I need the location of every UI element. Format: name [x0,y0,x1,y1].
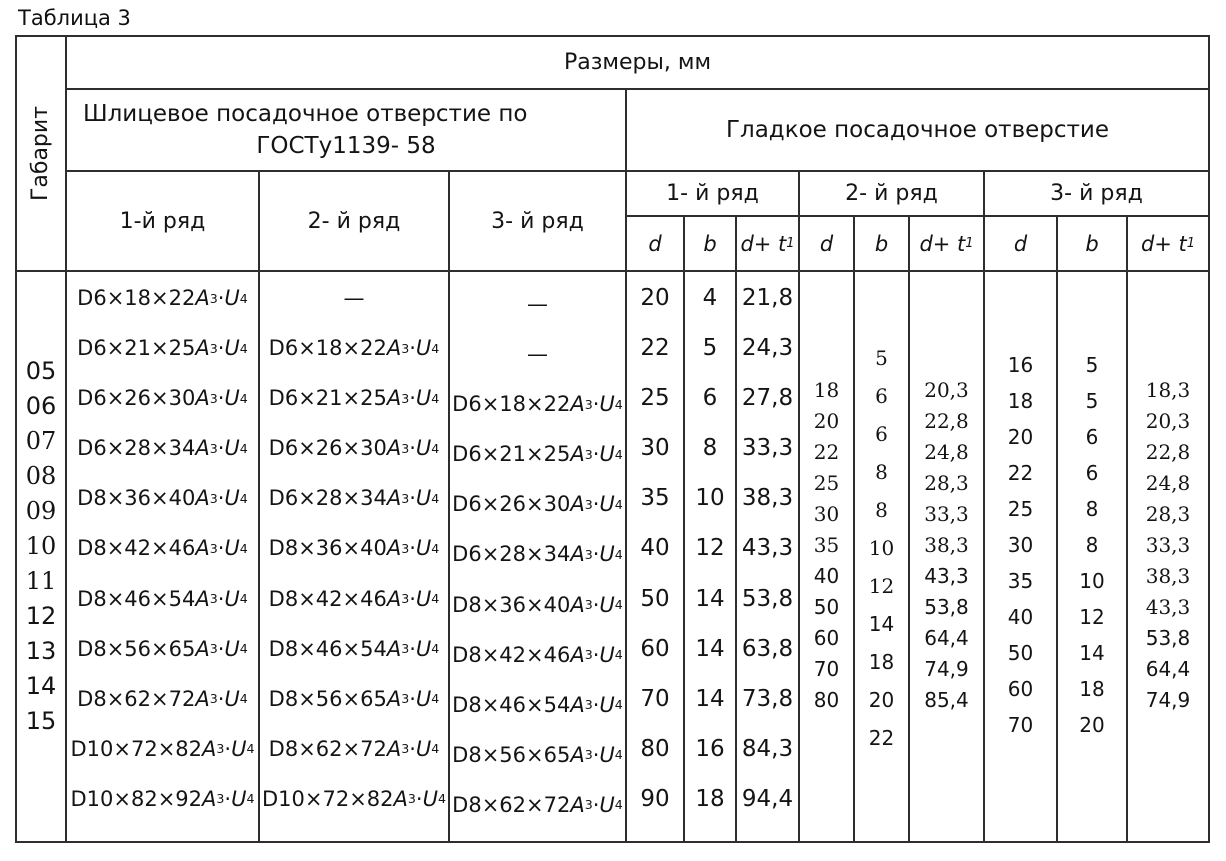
dt1-value: 94,4 [741,785,794,812]
dt1-value: 38,3 [741,485,794,512]
dt1-value: 21,8 [741,285,794,311]
d-value: 18 [1007,389,1034,413]
spline-header-line1: Шлицевое посадочное отверстие по [83,101,528,127]
dt1-value: 33,3 [741,435,794,462]
d-value: 35 [640,485,670,512]
d-value: 60 [813,626,840,650]
b-value: 8 [1085,497,1099,521]
gabarit-values [17,272,67,841]
spline-designation: D8×46×54 A 3 · U 4 [452,692,623,717]
dt1-value: 38,3 [1145,564,1191,588]
b-value: 12 [868,574,895,598]
spline-designation: D6×21×25 A 3 · U 4 [268,386,440,411]
g1-col-b-header: b [685,217,737,272]
spline-designation: D8×62×72 A 3 · U 4 [452,792,623,817]
smooth-group1-header: 1- й ряд [627,172,800,217]
dt1-value: 53,8 [924,595,969,619]
g3-col-d-header: d [985,217,1058,272]
spline-designation: D10×72×82 A 3 · U 4 [262,786,446,811]
spline-designation: D8×56×65 A 3 · U 4 [268,686,440,711]
b-value: 8 [702,435,718,462]
spline-designation: D6×28×34 A 3 · U 4 [268,486,440,511]
gabarit-value: 15 [25,707,57,735]
b-value: 14 [695,635,725,662]
spline-designation: D8×62×72 A 3 · U 4 [268,736,440,761]
dt1-value: 43,3 [1145,595,1191,619]
spline-designation: D8×42×46 A 3 · U 4 [452,642,623,667]
spline-designation: D8×36×40 A 3 · U 4 [77,486,248,511]
d-value: 50 [640,585,670,612]
smooth-g3-b-values [1058,272,1128,841]
b-value: 16 [695,735,725,762]
b-value: 12 [695,535,725,562]
spline-designation: D6×18×22 A 3 · U 4 [268,336,440,361]
dt1-value: 27,8 [741,385,794,412]
smooth-g2-d-values [800,272,855,841]
b-value: 14 [1079,641,1105,665]
d-value: 60 [640,635,670,662]
dt1-value: 28,3 [924,471,969,495]
g2-col-b-header: b [855,217,910,272]
spline-designation: D6×21×25 A 3 · U 4 [452,442,623,467]
d-value: 35 [813,533,840,557]
g1-col-d-header: d [627,217,685,272]
smooth-g2-dt-values [910,272,985,841]
b-value: 6 [875,384,888,408]
spline-designation: D6×26×30 A 3 · U 4 [268,436,440,461]
dt1-value: 33,3 [1145,533,1191,557]
d-value: 70 [813,657,840,681]
g1-col-dt1-header: d+ t 1 [737,217,800,272]
b-value: 5 [875,346,888,370]
smooth-group2-header: 2- й ряд [800,172,985,217]
spline-designation: D8×46×54 A 3 · U 4 [77,586,248,611]
d-value: 22 [640,335,670,362]
d-value: 25 [640,385,670,412]
b-value: 18 [868,650,895,674]
spline-header-line2: ГОСТу1139- 58 [256,133,436,159]
b-value: 14 [695,585,725,612]
smooth-g1-d-values [627,272,685,841]
dt1-value: 64,4 [924,626,969,650]
d-value: 80 [640,735,670,762]
b-value: 10 [868,536,895,560]
d-value: 30 [1007,533,1034,557]
gabarit-value: 08 [25,462,57,490]
gabarit-value: 11 [25,567,57,595]
dt1-value: 20,3 [924,378,969,402]
b-value: 20 [1079,713,1105,737]
dt1-value: 24,8 [1145,471,1191,495]
dt1-value: 22,8 [1145,440,1191,464]
d-value: 70 [1007,713,1034,737]
spline-designation: D10×72×82 A 3 · U 4 [70,736,255,761]
d-value: 30 [640,435,670,462]
smooth-g2-b-values [855,272,910,841]
d-value: 50 [813,595,840,619]
d-value: 18 [813,378,840,402]
smooth-g1-dt-values [737,272,800,841]
spline-designation: D8×56×65 A 3 · U 4 [77,636,248,661]
b-value: 20 [868,688,895,712]
b-value: 4 [702,285,718,311]
d-value: 30 [813,502,840,526]
b-value: 8 [875,460,888,484]
b-value: 8 [875,498,888,522]
gabarit-value: 12 [25,602,57,630]
gabarit-value: 10 [25,532,57,560]
smooth-g3-d-values [985,272,1058,841]
dt1-value: 24,3 [741,335,794,362]
gabarit-value: 06 [25,392,57,420]
b-value: 6 [875,422,888,446]
b-value: 6 [1085,461,1099,485]
gabarit-value: 07 [25,427,57,455]
dt1-value: 22,8 [924,409,969,433]
dimensions-table [15,35,1210,843]
table-caption: Таблица 3 [18,6,131,30]
gabarit-value: 05 [25,357,57,385]
d-value: 50 [1007,641,1034,665]
b-value: 10 [1079,569,1105,593]
spline-col1-values [67,272,260,841]
b-value: 6 [702,385,718,412]
g2-col-dt1-header: d+ t 1 [910,217,985,272]
dt1-value: 84,3 [741,735,794,762]
d-value: 20 [640,285,670,311]
smooth-g1-b-values [685,272,737,841]
dt1-value: 73,8 [741,685,794,712]
spline-designation: — [343,286,365,310]
smooth-g3-dt-values [1128,272,1208,841]
dt1-value: 53,8 [1145,626,1191,650]
spline-col1-header: 1-й ряд [67,172,260,272]
b-value: 6 [1085,425,1099,449]
smooth-group3-header: 3- й ряд [985,172,1208,217]
dt1-value: 43,3 [924,564,969,588]
spline-designation: D6×21×25 A 3 · U 4 [77,336,248,361]
gabarit-value: 14 [25,672,57,700]
gabarit-header-cell [17,37,67,272]
b-value: 8 [1085,533,1099,557]
spline-col2-values [260,272,450,841]
spline-designation: D8×42×46 A 3 · U 4 [268,586,440,611]
d-value: 90 [640,785,670,812]
dt1-value: 24,8 [924,440,969,464]
gabarit-value: 09 [25,497,57,525]
spline-designation: D8×56×65 A 3 · U 4 [452,742,623,767]
spline-designation: D6×18×22 A 3 · U 4 [77,286,248,310]
dt1-value: 38,3 [924,533,969,557]
d-value: 20 [813,409,840,433]
spline-designation: D8×36×40 A 3 · U 4 [268,536,440,561]
dt1-value: 20,3 [1145,409,1191,433]
spline-col2-header: 2- й ряд [260,172,450,272]
d-value: 40 [1007,605,1034,629]
gabarit-header-label: Габарит [28,105,54,202]
dt1-value: 63,8 [741,635,794,662]
spline-designation: D6×26×30 A 3 · U 4 [452,492,623,517]
dt1-value: 74,9 [924,657,969,681]
d-value: 16 [1007,353,1034,377]
g3-col-b-header: b [1058,217,1128,272]
d-value: 35 [1007,569,1034,593]
b-value: 5 [1085,353,1099,377]
dt1-value: 43,3 [741,535,794,562]
dt1-value: 85,4 [924,688,969,712]
d-value: 22 [813,440,840,464]
spline-designation: D8×42×46 A 3 · U 4 [77,536,248,561]
spline-designation: D10×82×92 A 3 · U 4 [70,786,255,811]
dt1-value: 18,3 [1145,378,1191,402]
d-value: 20 [1007,425,1034,449]
d-value: 60 [1007,677,1034,701]
d-value: 40 [640,535,670,562]
b-value: 14 [868,612,895,636]
spline-designation: D6×18×22 A 3 · U 4 [452,392,623,417]
b-value: 14 [695,685,725,712]
d-value: 40 [813,564,840,588]
spline-designation: D8×46×54 A 3 · U 4 [268,636,440,661]
b-value: 10 [695,485,725,512]
d-value: 25 [813,471,840,495]
spline-designation: D8×62×72 A 3 · U 4 [77,686,248,711]
spline-designation: D6×26×30 A 3 · U 4 [77,386,248,411]
b-value: 12 [1079,605,1105,629]
spline-col3-values [450,272,627,841]
spline-designation: D6×28×34 A 3 · U 4 [452,542,623,567]
dt1-value: 74,9 [1145,688,1191,712]
spline-designation: D6×28×34 A 3 · U 4 [77,436,248,461]
dt1-value: 53,8 [741,585,794,612]
b-value: 22 [868,726,895,750]
spline-designation: — [527,292,548,316]
d-value: 70 [640,685,670,712]
spline-section-header [67,90,627,172]
dt1-value: 64,4 [1145,657,1191,681]
spline-designation: — [527,342,548,367]
b-value: 5 [1085,389,1099,413]
dt1-value: 28,3 [1145,502,1191,526]
g3-col-dt1-header: d+ t 1 [1128,217,1208,272]
b-value: 18 [1079,677,1105,701]
spline-designation: D8×36×40 A 3 · U 4 [452,592,623,617]
dt1-value: 33,3 [924,502,969,526]
d-value: 25 [1007,497,1034,521]
b-value: 18 [695,785,725,812]
spline-col3-header: 3- й ряд [450,172,627,272]
g2-col-d-header: d [800,217,855,272]
b-value: 5 [702,335,718,362]
d-value: 22 [1007,461,1034,485]
sizes-header-cell: Размеры, мм [67,37,1208,90]
gabarit-value: 13 [25,637,57,665]
d-value: 80 [813,688,840,712]
smooth-section-header: Гладкое посадочное отверстие [627,90,1208,172]
